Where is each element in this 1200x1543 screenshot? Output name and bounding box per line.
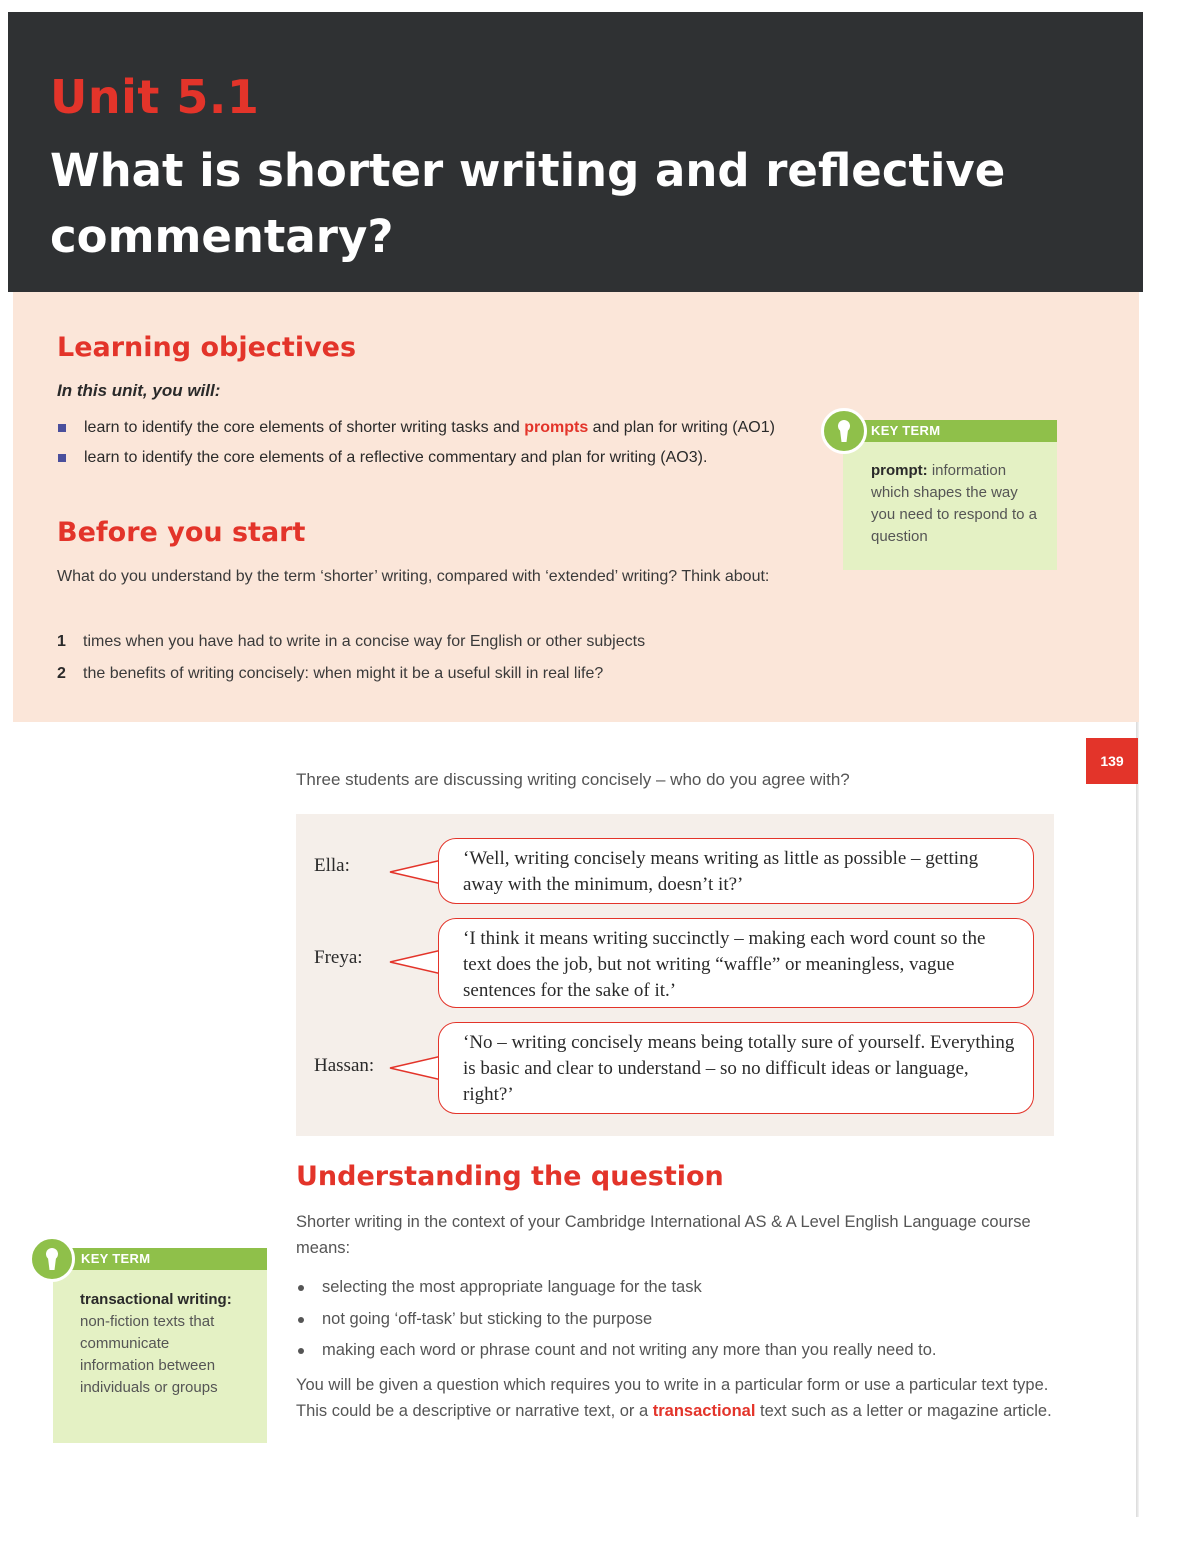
speech-bubble: ‘Well, writing concisely means writing as little as possible – getting away with the minimum, doesn’t it?’ xyxy=(438,838,1034,904)
key-term-definition xyxy=(80,1289,245,1399)
item-number: 2 xyxy=(57,665,66,682)
bullet-dot-icon xyxy=(298,1285,304,1291)
square-bullet-icon xyxy=(58,454,66,462)
key-term-label: KEY TERM xyxy=(81,1251,151,1266)
bullet-text: not going ‘off-task’ but sticking to the purpose xyxy=(322,1309,653,1328)
bullet-dot-icon xyxy=(298,1348,304,1354)
understanding-intro: Shorter writing in the context of your Cambridge International AS & A Level English Language course means: xyxy=(296,1213,1031,1257)
bullet-item xyxy=(296,1272,1056,1304)
learning-objectives-list xyxy=(57,415,797,475)
speaker-name: Ella: xyxy=(314,855,350,876)
discussion-panel xyxy=(296,814,1054,1136)
page-number: 139 xyxy=(1086,738,1138,784)
objective-item xyxy=(57,415,797,441)
key-term-box-prompt xyxy=(843,420,1057,570)
key-term-definition xyxy=(871,460,1041,548)
numbered-item xyxy=(57,626,817,658)
learning-objectives-heading: Learning objectives xyxy=(57,332,357,363)
learning-objectives-intro: In this unit, you will: xyxy=(57,381,221,400)
key-term-bar xyxy=(53,1248,267,1270)
keyhole-icon xyxy=(29,1236,75,1282)
speech-bubble: ‘I think it means writing succinctly – making each word count so the text does the job, but not writing “waffle” or meaningless, vague sentences for the sake of it.’ xyxy=(438,918,1034,1008)
speech-tail-icon xyxy=(388,944,442,978)
before-you-start-list xyxy=(57,626,817,690)
bullet-text: selecting the most appropriate language for the task xyxy=(322,1278,702,1296)
keyhole-icon xyxy=(821,408,867,454)
key-term-word: prompt: xyxy=(871,462,928,479)
understanding-closing xyxy=(296,1372,1056,1424)
bullet-item xyxy=(296,1335,1056,1367)
bullet-text: making each word or phrase count and not writing any more than you really need to. xyxy=(322,1341,937,1359)
key-term-meaning: information which shapes the way you need to respond to a question xyxy=(871,462,1037,545)
numbered-item xyxy=(57,658,817,690)
key-term-bar xyxy=(843,420,1057,442)
understanding-heading: Understanding the question xyxy=(296,1161,724,1192)
key-term-label: KEY TERM xyxy=(871,423,941,438)
objective-text: and plan for writing (AO1) xyxy=(588,419,775,436)
speech-bubble: ‘No – writing concisely means being totally sure of yourself. Everything is basic and clear to understand – so no difficult ideas or language, right?’ xyxy=(438,1022,1034,1114)
closing-text: You will be given a question which requires you to write in a particular form or use a particular text type. This could be a descriptive or narrative text, or a xyxy=(296,1376,1049,1420)
unit-number: Unit 5.1 xyxy=(50,70,260,124)
key-term-box-transactional xyxy=(53,1248,267,1443)
bullet-dot-icon xyxy=(298,1317,304,1323)
item-text: the benefits of writing concisely: when might it be a useful skill in real life? xyxy=(83,665,604,682)
item-text: times when you have had to write in a concise way for English or other subjects xyxy=(83,633,646,650)
key-term-meaning: non-fiction texts that communicate information between individuals or groups xyxy=(80,1313,218,1396)
discussion-intro: Three students are discussing writing concisely – who do you agree with? xyxy=(296,770,850,789)
unit-title: What is shorter writing and reflective commentary? xyxy=(50,144,1006,263)
before-you-start-text: What do you understand by the term ‘shorter’ writing, compared with ‘extended’ writing? Think about: xyxy=(57,568,770,585)
item-number: 1 xyxy=(57,633,66,650)
objective-text: learn to identify the core elements of shorter writing tasks and xyxy=(84,419,525,436)
before-you-start-heading: Before you start xyxy=(57,517,306,548)
bullet-item xyxy=(296,1304,1056,1336)
speech-tail-icon xyxy=(388,854,442,888)
speech-tail-icon xyxy=(388,1050,442,1084)
key-term-highlight: transactional xyxy=(652,1402,756,1420)
understanding-list xyxy=(296,1272,1056,1367)
key-term-highlight: prompts xyxy=(524,419,589,436)
closing-text: text such as a letter or magazine article. xyxy=(755,1402,1052,1420)
objective-item xyxy=(57,445,797,471)
square-bullet-icon xyxy=(58,424,66,432)
objective-text: learn to identify the core elements of a reflective commentary and plan for writing (AO3). xyxy=(84,449,708,466)
speaker-name: Hassan: xyxy=(314,1055,375,1076)
key-term-word: transactional writing: xyxy=(80,1291,232,1308)
speaker-name: Freya: xyxy=(314,947,363,968)
